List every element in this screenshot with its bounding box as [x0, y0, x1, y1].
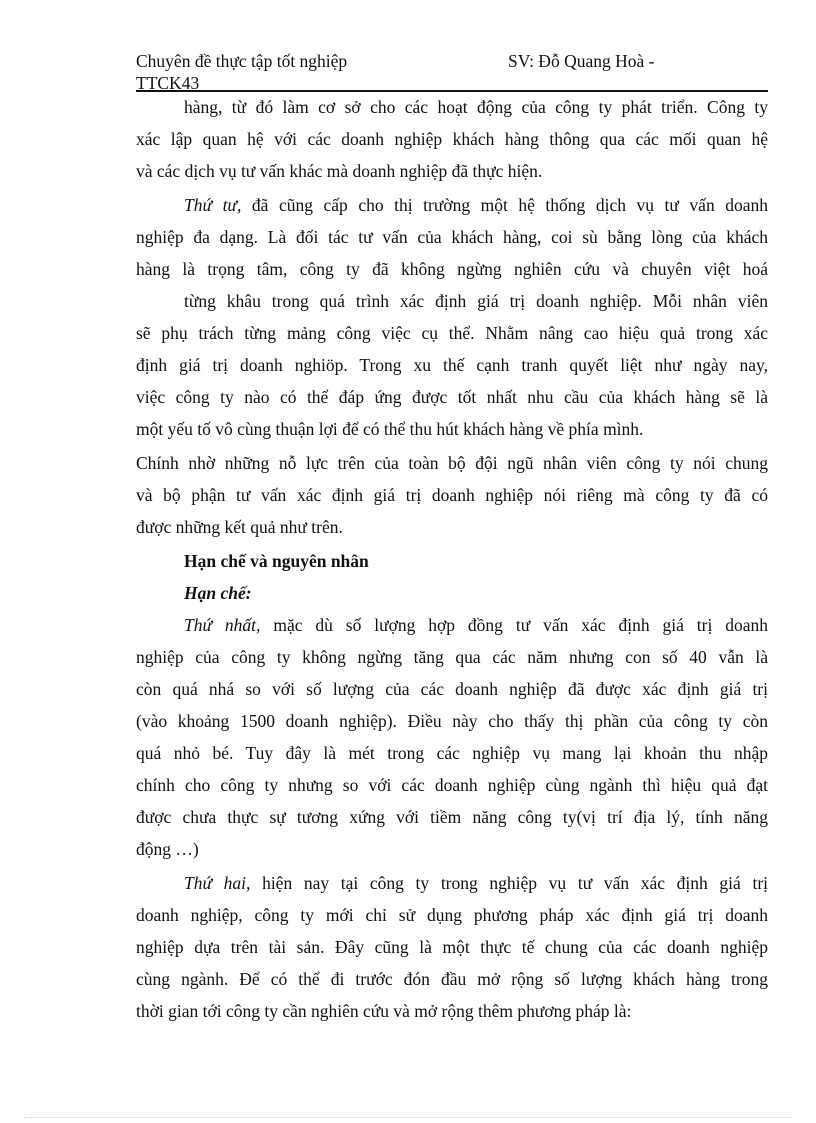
body-line: còn quá nhá so với số lượng của các doanh nghiệp đã được xác định giá trị — [136, 679, 768, 699]
header-author: SV: Đỗ Quang Hoà - — [508, 51, 655, 71]
section-heading: Hạn chế và nguyên nhân — [184, 551, 369, 571]
body-line: Thứ tư, đã cũng cấp cho thị trường một hệ thống dịch vụ tư vấn doanh — [184, 195, 769, 215]
emphasis-text: Thứ nhất, — [184, 615, 261, 635]
body-line: nghiệp đa dạng. Là đối tác tư vấn của khách hàng, coi sù bằng lòng của khách — [136, 227, 768, 247]
header-rule — [136, 90, 768, 92]
body-line: sẽ phụ trách từng mảng công việc cụ thể. Nhằm nâng cao hiệu quả trong xác — [136, 323, 768, 343]
emphasis-text: Thứ tư, — [184, 195, 242, 215]
body-line: chính cho công ty nhưng so với các doanh nghiệp cùng ngành thì hiệu quả đạt — [136, 775, 768, 795]
body-line: việc công ty nào có thể đáp ứng được tốt nhất nhu cầu của khách hàng sẽ là — [136, 387, 768, 407]
body-line: từng khâu trong quá trình xác định giá trị doanh nghiệp. Mỗi nhân viên — [184, 291, 768, 311]
body-line: Chính nhờ những nỗ lực trên của toàn bộ đội ngũ nhân viên công ty nói chung — [136, 453, 768, 473]
body-line: động …) — [136, 839, 199, 859]
body-line: quá nhỏ bé. Tuy đây là mét trong các nghiệp vụ mang lại khoản thu nhập — [136, 743, 768, 763]
emphasis-text: Thứ hai, — [184, 873, 251, 893]
body-line: thời gian tới công ty cần nghiên cứu và mở rộng thêm phương pháp là: — [136, 1001, 632, 1021]
body-line: (vào khoảng 1500 doanh nghiệp). Điều này cho thấy thị phần của công ty còn — [136, 711, 768, 731]
body-line: định giá trị doanh nghiöp. Trong xu thế cạnh tranh quyết liệt như ngày nay, — [136, 355, 768, 375]
body-line: xác lập quan hệ với các doanh nghiệp khách hàng thông qua các mối quan hệ — [136, 129, 768, 149]
body-line: được chưa thực sự tương xứng với tiềm năng công ty(vị trí địa lý, tính năng — [136, 807, 768, 827]
body-line: và bộ phận tư vấn xác định giá trị doanh nghiệp nói riêng mà công ty đã có — [136, 485, 768, 505]
body-line: được những kết quả như trên. — [136, 517, 343, 537]
page-bottom-border — [24, 1117, 792, 1118]
body-line: hàng, từ đó làm cơ sở cho các hoạt động của công ty phát triển. Công ty — [184, 97, 768, 117]
header-class: TTCK43 — [136, 73, 200, 93]
body-line: hàng là trọng tâm, công ty đã không ngừng nghiên cứu và chuyên việt hoá — [136, 259, 768, 279]
body-line: nghiệp của công ty không ngừng tăng qua các năm nhưng con số 40 vẫn là — [136, 647, 768, 667]
header-title: Chuyên đề thực tập tốt nghiệp — [136, 51, 348, 71]
body-line: doanh nghiệp, công ty mới chỉ sử dụng phương pháp xác định giá trị doanh — [136, 905, 768, 925]
body-line: một yếu tố vô cùng thuận lợi để có thể thu hút khách hàng về phía mình. — [136, 419, 644, 439]
body-line: và các dịch vụ tư vấn khác mà doanh nghiệp đã thực hiện. — [136, 161, 543, 181]
body-line: Thứ hai, hiện nay tại công ty trong nghiệp vụ tư vấn xác định giá trị — [184, 873, 769, 893]
subsection-heading: Hạn chế: — [184, 583, 252, 603]
body-line: cùng ngành. Để có thể đi trước đón đầu mở rộng số lượng khách hàng trong — [136, 969, 768, 989]
body-line: nghiệp dựa trên tài sản. Đây cũng là một thực tế chung của các doanh nghiệp — [136, 937, 768, 957]
body-line: Thứ nhất, mặc dù số lượng hợp đồng tư vấn xác định giá trị doanh — [184, 615, 768, 635]
